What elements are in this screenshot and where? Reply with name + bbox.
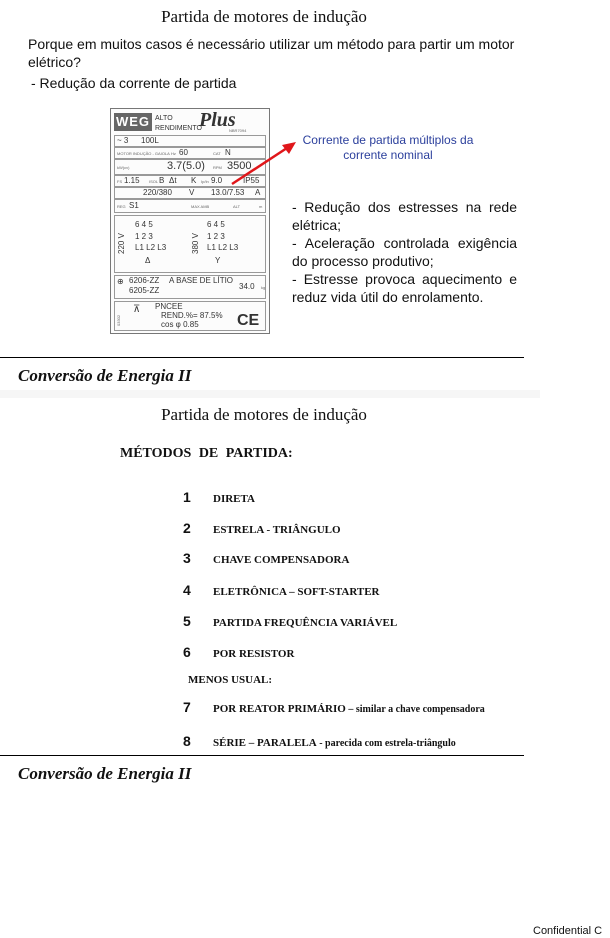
nameplate-row-reg bbox=[114, 199, 266, 213]
method-item bbox=[183, 582, 380, 600]
method-item bbox=[183, 520, 341, 538]
slide-title: Partida de motores de indução bbox=[161, 7, 367, 26]
nameplate-wye-top: 6 4 5 bbox=[207, 220, 225, 229]
nameplate-grease: A BASE DE LÍTIO bbox=[169, 276, 234, 285]
nameplate-bearing-1: 6206-ZZ bbox=[129, 276, 160, 285]
weg-logo: WEG bbox=[115, 114, 151, 129]
nameplate-nbr: NBR7094 bbox=[229, 128, 247, 133]
slide-2 bbox=[0, 398, 528, 790]
nameplate-connection-diagrams bbox=[114, 215, 266, 273]
nameplate-hz: 60 bbox=[179, 148, 188, 157]
nameplate-plus-logo: Plus bbox=[199, 109, 236, 131]
footer-title: Conversão de Energia II bbox=[18, 764, 192, 783]
method-label: PARTIDA FREQUÊNCIA VARIÁVEL bbox=[213, 617, 398, 629]
nameplate-rpm-label: RPM bbox=[213, 165, 222, 170]
nameplate-wye-symbol: Y bbox=[215, 256, 221, 265]
nameplate-delta-bottom: 1 2 3 bbox=[135, 232, 153, 241]
method-number: 4 bbox=[183, 582, 191, 598]
method-number: 7 bbox=[183, 699, 191, 715]
method-label: ESTRELA - TRIÂNGULO bbox=[213, 524, 341, 536]
method-item bbox=[183, 550, 349, 568]
red-arrow-icon bbox=[228, 136, 300, 188]
nameplate-hz-label: Hz bbox=[171, 151, 176, 156]
nameplate-bearing-icon: ⊕ bbox=[117, 277, 124, 286]
confidential-label: Confidential C bbox=[533, 925, 603, 937]
nameplate-alt: ALT bbox=[233, 204, 241, 209]
nameplate-current: 13.0/7.53 bbox=[211, 188, 245, 197]
nameplate-wye-bottom: 1 2 3 bbox=[207, 232, 225, 241]
reason-item: - Estresse provoca aquecimento e reduz vida útil do enrolamento. bbox=[292, 271, 517, 305]
slide-1 bbox=[0, 0, 528, 390]
nameplate-v-label: V bbox=[189, 188, 195, 197]
method-number: 1 bbox=[183, 489, 191, 505]
nameplate-rend: REND.%= 87.5% bbox=[161, 311, 223, 320]
nameplate-dt: Δt bbox=[169, 176, 177, 185]
method-label: CHAVE COMPENSADORA bbox=[213, 554, 350, 566]
nameplate-fs-label: FS bbox=[117, 179, 123, 184]
nameplate-serial: 03302 bbox=[116, 314, 121, 326]
nameplate-weight: 34.0 bbox=[239, 282, 255, 291]
method-label: DIRETA bbox=[213, 493, 255, 505]
nameplate-380v: 380 V bbox=[191, 233, 200, 254]
nameplate-a-label: A bbox=[255, 188, 261, 197]
intro-question: Porque em muitos casos é necessário utilizar um método para partir um motor elétrico? bbox=[28, 36, 515, 70]
nameplate-power: 3.7(5.0) bbox=[167, 160, 205, 172]
ce-mark: CE bbox=[237, 312, 260, 329]
nameplate-frame: 100L bbox=[141, 136, 159, 145]
method-label: ELETRÔNICA – SOFT-STARTER bbox=[213, 586, 380, 598]
nameplate-cat-label: CAT bbox=[213, 151, 221, 156]
reason-item: - Redução dos estresses na rede elétrica; bbox=[292, 199, 517, 233]
method-item bbox=[183, 733, 456, 751]
reasons-list bbox=[292, 198, 517, 306]
methods-heading: MÉTODOS DE PARTIDA: bbox=[120, 446, 293, 461]
footer-title: Conversão de Energia II bbox=[18, 366, 192, 385]
nameplate-pnceee: PNCEE bbox=[155, 302, 183, 311]
method-number: 8 bbox=[183, 733, 191, 749]
nameplate-m: m bbox=[259, 204, 263, 209]
nameplate-row-bearings bbox=[114, 275, 266, 299]
nameplate-220v: 220 V bbox=[117, 233, 126, 254]
nameplate-wye-lines: L1 L2 L3 bbox=[207, 243, 239, 252]
reason-item: - Aceleração controlada exigência do processo produtivo; bbox=[292, 235, 517, 269]
nameplate-phase: ~ 3 bbox=[117, 136, 129, 145]
slide-title: Partida de motores de indução bbox=[161, 405, 367, 424]
nameplate-motor-type: MOTOR INDUÇÃO - GAIOLA bbox=[117, 151, 170, 156]
nameplate-alto: ALTO bbox=[155, 115, 173, 122]
method-number: 2 bbox=[183, 520, 191, 536]
bullet-reduction: - Redução da corrente de partida bbox=[31, 75, 237, 91]
method-note: – similar a chave compensadora bbox=[345, 704, 485, 715]
nameplate-isol: B bbox=[159, 176, 165, 185]
method-item bbox=[183, 644, 294, 662]
nameplate-delta-lines: L1 L2 L3 bbox=[135, 243, 167, 252]
method-item bbox=[183, 613, 397, 631]
nameplate-kg: kg bbox=[261, 285, 266, 290]
method-label: POR RESISTOR bbox=[213, 648, 295, 660]
method-item bbox=[183, 489, 255, 507]
nameplate-cat: N bbox=[225, 148, 231, 157]
method-number: 6 bbox=[183, 644, 191, 660]
nameplate-cos: cos φ 0.85 bbox=[161, 320, 199, 329]
nameplate-bearing-2: 6205-ZZ bbox=[129, 286, 160, 295]
footer-divider bbox=[0, 357, 524, 358]
nameplate-reg: S1 bbox=[129, 201, 139, 210]
method-note: - parecida com estrela-triângulo bbox=[316, 738, 456, 749]
nameplate-fs: 1.15 bbox=[124, 176, 140, 185]
method-item bbox=[183, 699, 485, 717]
nameplate-ip: IP55 bbox=[243, 176, 260, 185]
nameplate-k: K bbox=[191, 176, 197, 185]
nameplate-rendimento: RENDIMENTO bbox=[155, 125, 202, 132]
callout-starting-current: Corrente de partida múltiplos da corrente nominal bbox=[302, 133, 474, 162]
nameplate-isol-label: ISOL bbox=[149, 179, 159, 184]
nameplate-row-voltage bbox=[114, 187, 266, 199]
less-usual-heading: MENOS USUAL: bbox=[188, 674, 273, 686]
nameplate-delta-top: 6 4 5 bbox=[135, 220, 153, 229]
nameplate-reg-label: REG bbox=[117, 204, 126, 209]
method-number: 5 bbox=[183, 613, 191, 629]
method-number: 3 bbox=[183, 550, 191, 566]
footer-divider bbox=[0, 755, 524, 756]
method-label: SÉRIE – PARALELA bbox=[213, 737, 317, 749]
slide-separator bbox=[0, 390, 540, 398]
nameplate-ipin-label: Ip/In bbox=[201, 179, 209, 184]
nameplate-delta-symbol: Δ bbox=[145, 256, 151, 265]
nameplate-kw-label: kW(cv) bbox=[117, 165, 130, 170]
nameplate-max-amb: MAX AMB bbox=[191, 204, 210, 209]
nameplate-logo-mark: ⊼ bbox=[133, 304, 141, 315]
nameplate-voltage: 220/380 bbox=[143, 188, 172, 197]
method-label: POR REATOR PRIMÁRIO bbox=[213, 703, 346, 715]
nameplate-rpm: 3500 bbox=[227, 160, 252, 172]
nameplate-ipin: 9.0 bbox=[211, 176, 223, 185]
